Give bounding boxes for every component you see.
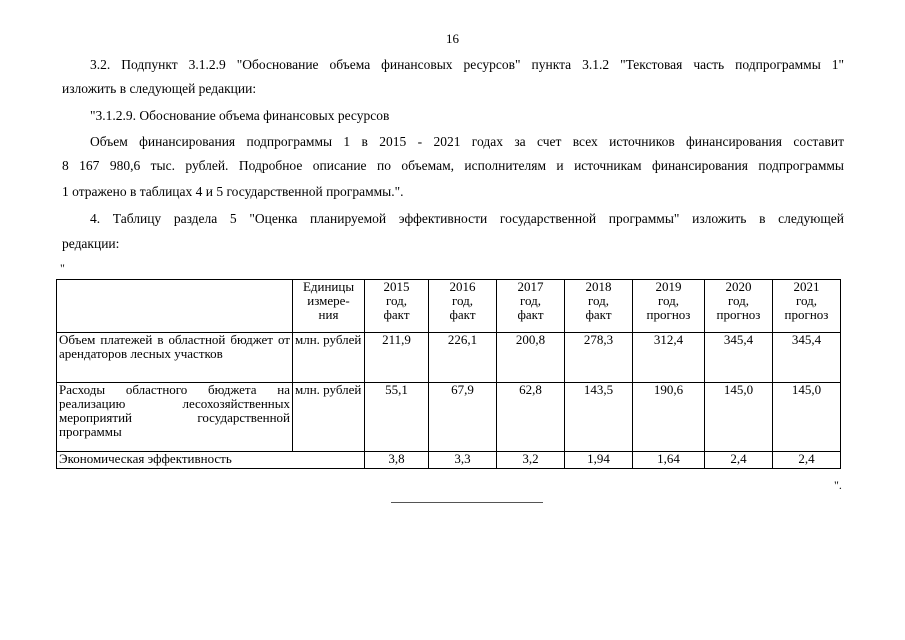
value-cell: 345,4 (705, 333, 773, 383)
funding-paragraph-line-2: 8 167 980,6 тыс. рублей. Подробное описание по объемам, исполнителям и источникам финансирования подпрограммы (62, 158, 844, 173)
paragraph-4-line-2: редакции: (62, 236, 120, 251)
value-cell: 2,4 (705, 452, 773, 469)
funding-paragraph-line-1: Объем финансирования подпрограммы 1 в 2015 - 2021 годах за счет всех источников финансирования составит (90, 134, 844, 149)
opening-quote: " (60, 261, 65, 275)
table-header-row (57, 280, 841, 333)
section-heading-3-1-2-9: "3.1.2.9. Обоснование объема финансовых ресурсов (90, 108, 390, 123)
value-cell: 200,8 (497, 333, 565, 383)
value-cell: 3,3 (429, 452, 497, 469)
value-cell: 312,4 (633, 333, 705, 383)
value-cell: 62,8 (497, 383, 565, 452)
value-cell: 3,8 (365, 452, 429, 469)
paragraph-3-2-line-1: 3.2. Подпункт 3.1.2.9 "Обоснование объема финансовых ресурсов" пункта 3.1.2 "Текстовая часть подпрограммы 1" (90, 57, 844, 72)
value-cell: 2,4 (773, 452, 841, 469)
header-year-2016: 2016 год, факт (429, 280, 497, 333)
row-unit: млн. рублей (293, 383, 365, 452)
header-year-2018: 2018 год, факт (565, 280, 633, 333)
header-year-2019: 2019 год, прогноз (633, 280, 705, 333)
header-year-2017: 2017 год, факт (497, 280, 565, 333)
row-label-efficiency: Экономическая эффективность (57, 452, 365, 469)
value-cell: 345,4 (773, 333, 841, 383)
row-label-expenses: Расходы областного бюджета на реализацию лесохозяйственных мероприятий государственной программы (57, 383, 293, 452)
paragraph-3-2-line-2: изложить в следующей редакции: (62, 81, 257, 96)
header-year-2015: 2015 год, факт (365, 280, 429, 333)
value-cell: 67,9 (429, 383, 497, 452)
header-year-2020: 2020 год, прогноз (705, 280, 773, 333)
efficiency-table (56, 279, 841, 469)
value-cell: 211,9 (365, 333, 429, 383)
header-unit: Единицы измере- ния (293, 280, 365, 333)
separator-line (391, 502, 543, 503)
table-row (57, 383, 841, 452)
value-cell: 278,3 (565, 333, 633, 383)
header-empty-cell (57, 280, 293, 333)
value-cell: 55,1 (365, 383, 429, 452)
row-label-payments: Объем платежей в областной бюджет от арендаторов лесных участков (57, 333, 293, 383)
value-cell: 1,64 (633, 452, 705, 469)
value-cell: 226,1 (429, 333, 497, 383)
paragraph-4-line-1: 4. Таблицу раздела 5 "Оценка планируемой эффективности государственной программы" изложить в следующей (90, 211, 844, 226)
value-cell: 145,0 (705, 383, 773, 452)
value-cell: 190,6 (633, 383, 705, 452)
page-number: 16 (446, 31, 459, 46)
value-cell: 1,94 (565, 452, 633, 469)
row-unit: млн. рублей (293, 333, 365, 383)
value-cell: 145,0 (773, 383, 841, 452)
table-summary-row (57, 452, 841, 469)
value-cell: 3,2 (497, 452, 565, 469)
header-year-2021: 2021 год, прогноз (773, 280, 841, 333)
value-cell: 143,5 (565, 383, 633, 452)
table-row (57, 333, 841, 383)
funding-paragraph-line-3: 1 отражено в таблицах 4 и 5 государственной программы.". (62, 184, 404, 199)
closing-quote: ". (834, 478, 842, 492)
